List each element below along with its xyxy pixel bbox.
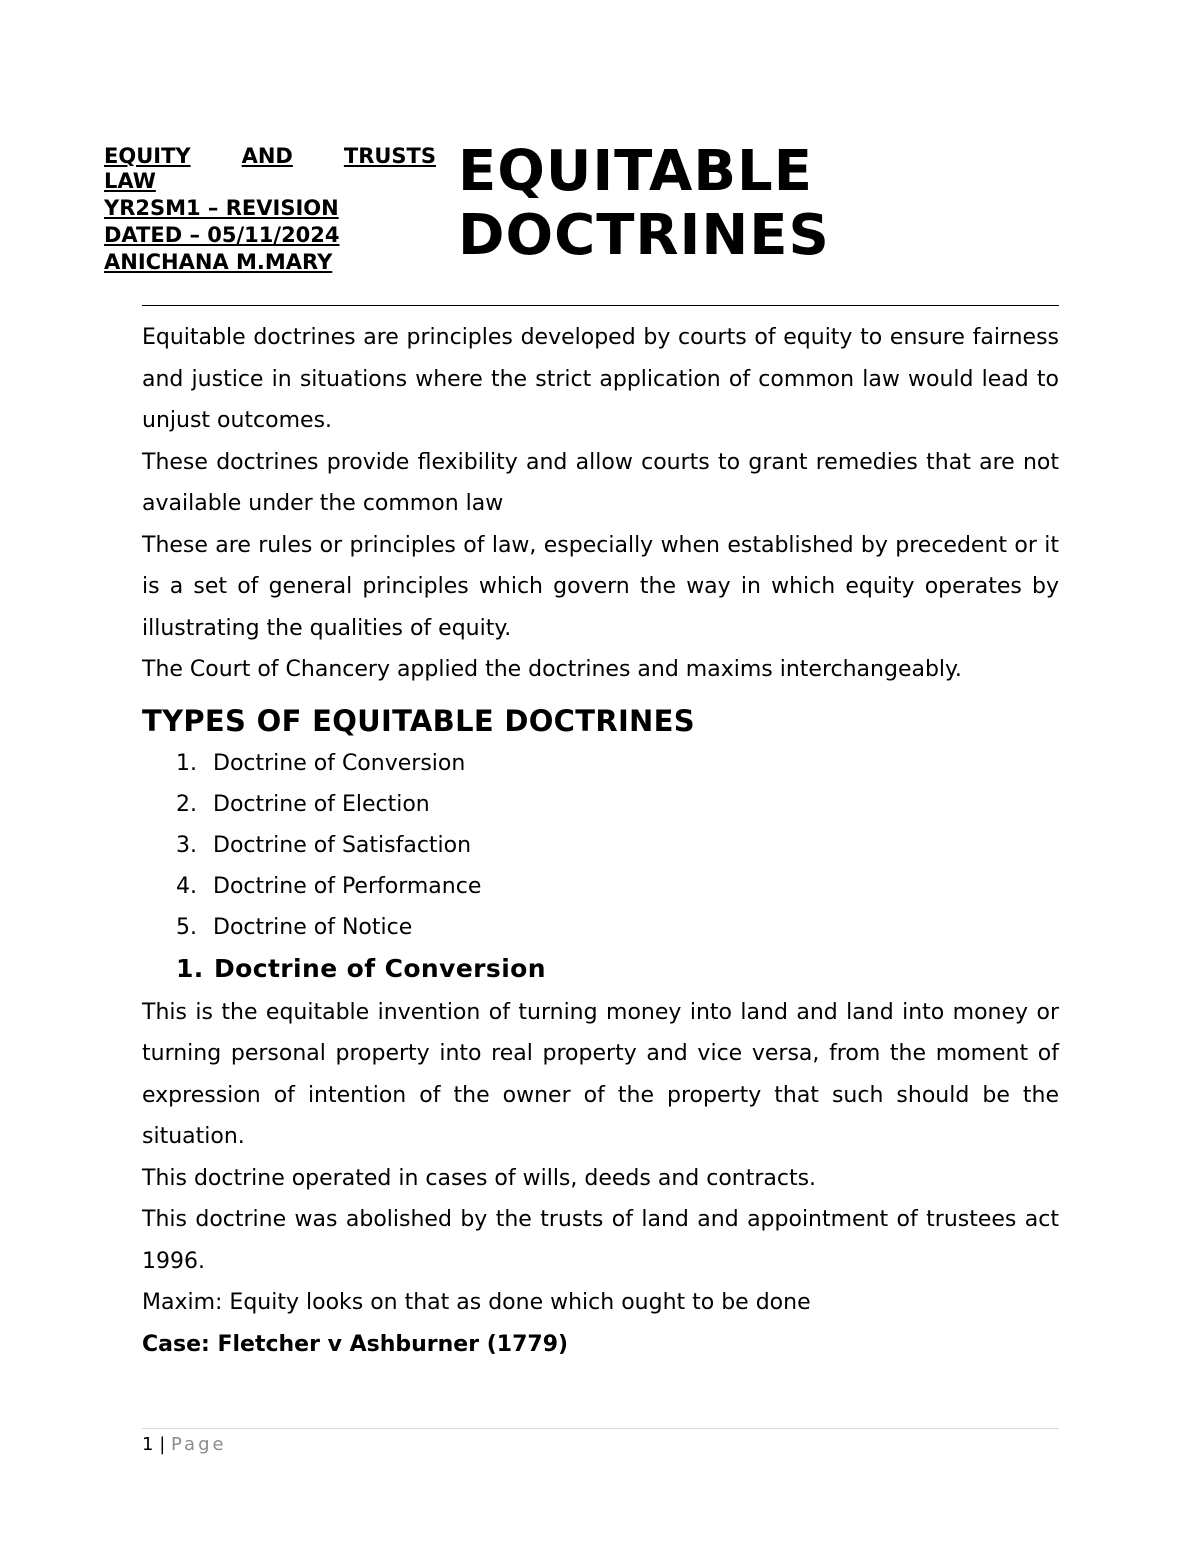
list-item <box>142 784 1059 825</box>
course-word-trusts: TRUSTS <box>343 144 436 168</box>
page-number: 1 <box>142 1434 154 1455</box>
list-item-number: 2. <box>176 791 197 817</box>
header-divider <box>142 305 1059 306</box>
footer-separator: | <box>159 1434 166 1455</box>
list-item-number: 3. <box>176 832 197 858</box>
author-line: ANICHANA M.MARY <box>104 250 333 274</box>
footer-divider <box>142 1428 1059 1429</box>
list-item-label: Doctrine of Satisfaction <box>213 832 472 858</box>
list-item-label: Doctrine of Election <box>213 791 430 817</box>
list-item <box>142 743 1059 784</box>
revision-line: YR2SM1 – REVISION <box>104 196 339 220</box>
document-title <box>458 140 830 268</box>
course-line-2: LAW <box>104 169 156 193</box>
list-item-number: 1. <box>176 750 197 776</box>
list-item-number: 4. <box>176 873 197 899</box>
intro-paragraph-4: The Court of Chancery applied the doctrines and maxims interchangeably. <box>142 657 962 682</box>
list-item <box>142 866 1059 907</box>
conversion-heading-label: Doctrine of Conversion <box>214 953 546 983</box>
title-line-1: EQUITABLE <box>458 139 813 204</box>
list-item <box>142 907 1059 948</box>
course-word-and: AND <box>241 144 293 168</box>
intro-paragraph-1: Equitable doctrines are principles developed by courts of equity to ensure fairness and justice in situations where the strict application of common law would lead to unjust outcomes. <box>142 325 1059 433</box>
conversion-paragraph-1: This is the equitable invention of turning money into land and land into money or turning personal property into real property and vice versa, from the moment of expression of intention of the owner of the property that such should be the situation. <box>142 999 1059 1149</box>
intro-paragraph-3: These are rules or principles of law, especially when established by precedent or it is a set of general principles which govern the way in which equity operates by illustrating the qualities of equity. <box>142 532 1059 641</box>
date-line: DATED – 05/11/2024 <box>104 223 340 247</box>
types-list <box>142 743 1059 948</box>
title-line-2: DOCTRINES <box>458 203 830 268</box>
conversion-case: Case: Fletcher v Ashburner (1779) <box>142 1331 569 1357</box>
list-item-label: Doctrine of Notice <box>213 914 413 940</box>
page-label: Page <box>171 1434 227 1455</box>
types-heading: TYPES OF EQUITABLE DOCTRINES <box>142 703 695 738</box>
course-line-1 <box>104 143 436 170</box>
course-info-block <box>104 143 436 276</box>
course-word-equity: EQUITY <box>104 144 191 168</box>
list-item <box>142 825 1059 866</box>
page-footer <box>142 1432 227 1458</box>
conversion-heading-number: 1. <box>176 953 204 983</box>
conversion-maxim: Maxim: Equity looks on that as done which ought to be done <box>142 1290 811 1315</box>
list-item-number: 5. <box>176 914 197 940</box>
intro-paragraph-2: These doctrines provide flexibility and allow courts to grant remedies that are not available under the common law <box>142 449 1059 516</box>
conversion-paragraph-2: This doctrine operated in cases of wills, deeds and contracts. <box>142 1165 817 1191</box>
document-body <box>142 317 1059 1365</box>
conversion-heading <box>142 948 1059 990</box>
conversion-paragraph-3: This doctrine was abolished by the trusts of land and appointment of trustees act 1996. <box>142 1207 1059 1274</box>
list-item-label: Doctrine of Performance <box>213 873 482 899</box>
list-item-label: Doctrine of Conversion <box>213 750 466 776</box>
